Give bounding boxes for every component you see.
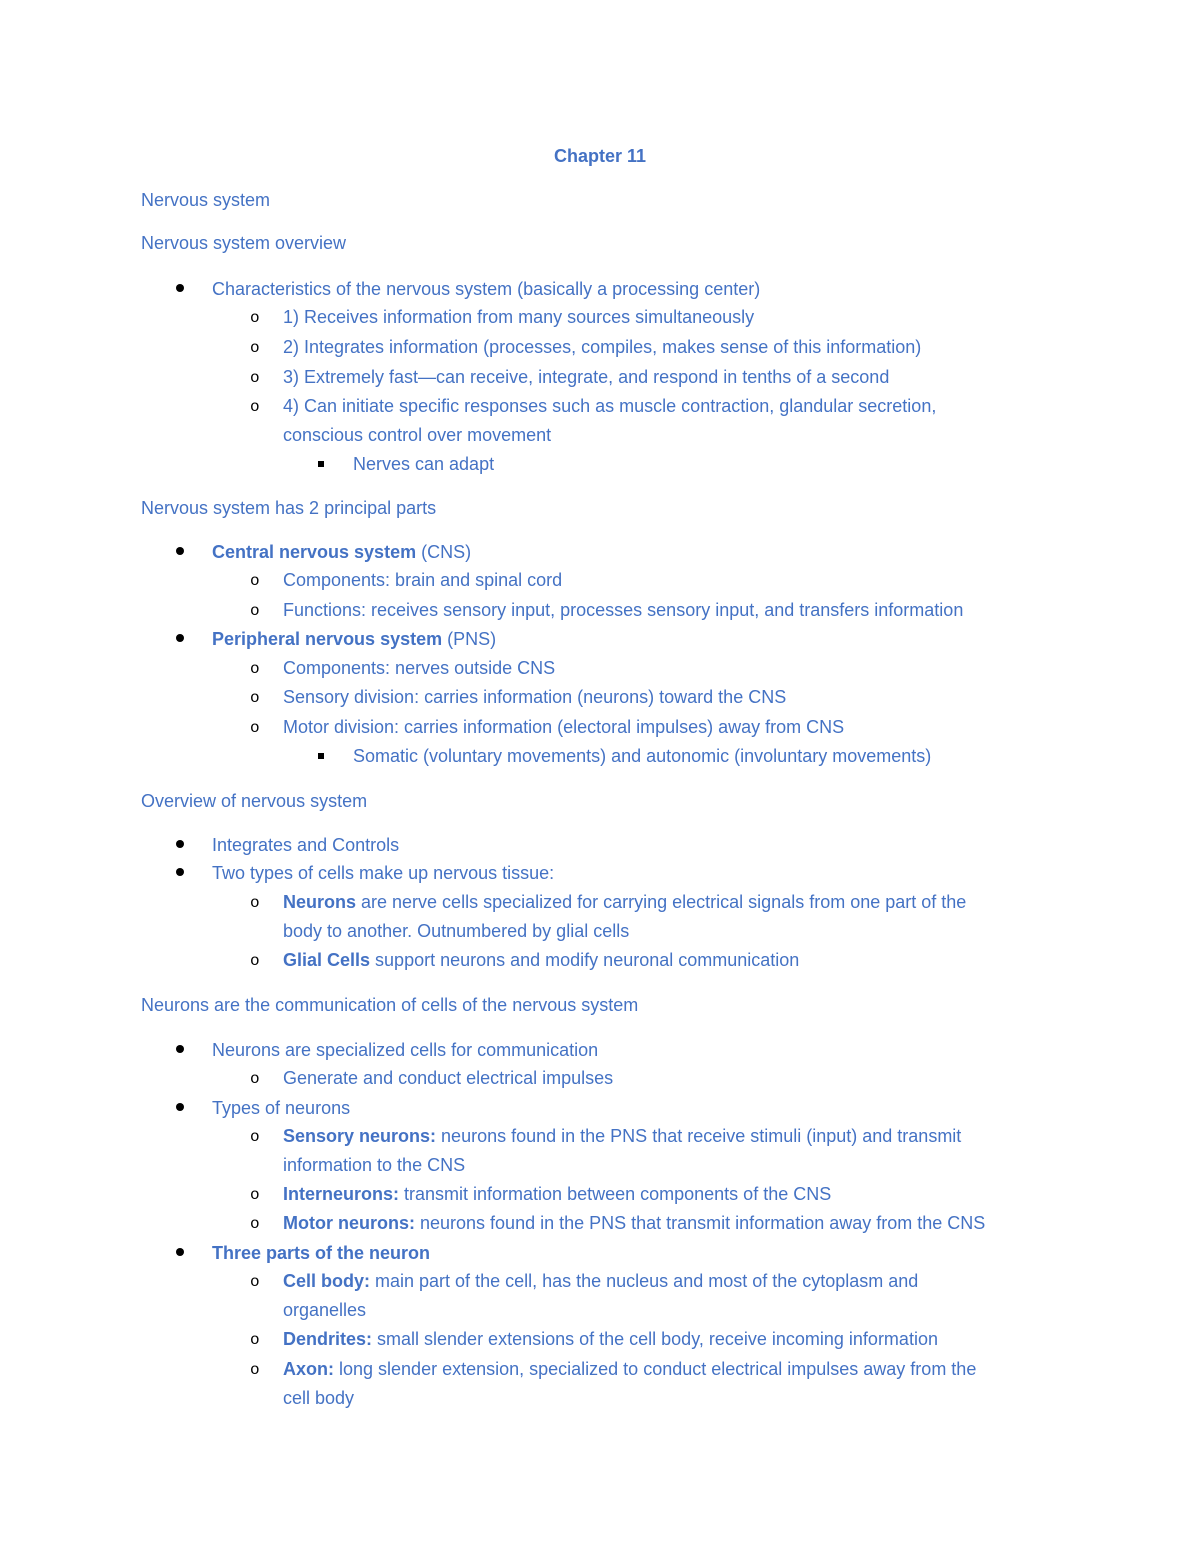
- bullet-circle: o: [250, 339, 260, 357]
- bullet-circle: o: [250, 1273, 260, 1291]
- bullet-circle: o: [250, 1361, 260, 1379]
- list-subitem: Components: brain and spinal cord: [283, 570, 563, 590]
- page-title: Chapter 11: [553, 146, 647, 166]
- list-subitem: Motor division: carries information (electoral impulses) away from CNS: [283, 717, 845, 737]
- section-heading-overview-of-nervous-system: Overview of nervous system: [141, 791, 368, 811]
- term-interneurons-rest: transmit information between components of the CNS: [399, 1184, 832, 1204]
- bullet-square: [318, 461, 324, 467]
- list-subitem: [283, 1328, 938, 1350]
- list-subitem: [283, 1358, 976, 1380]
- list-subitem: [283, 891, 966, 913]
- term-pns: Peripheral nervous system: [212, 629, 443, 649]
- list-subitem: [283, 1183, 831, 1205]
- term-glial-rest: support neurons and modify neuronal communication: [370, 950, 800, 970]
- bullet-disc: [176, 634, 184, 642]
- term-pns-rest: (PNS): [442, 629, 497, 649]
- bullet-circle: o: [250, 1331, 260, 1349]
- term-interneurons: Interneurons:: [283, 1184, 400, 1204]
- bullet-circle: o: [250, 1186, 260, 1204]
- term-axon-rest: long slender extension, specialized to conduct electrical impulses away from the: [334, 1359, 977, 1379]
- bullet-disc: [176, 547, 184, 555]
- section-heading-overview: Nervous system overview: [141, 233, 347, 253]
- bullet-circle: o: [250, 1215, 260, 1233]
- bullet-circle: o: [250, 572, 260, 590]
- list-item: Characteristics of the nervous system (basically a processing center): [212, 279, 761, 299]
- term-cns: Central nervous system: [212, 542, 417, 562]
- list-subitem-continuation: conscious control over movement: [283, 425, 552, 445]
- list-subitem: 1) Receives information from many sources simultaneously: [283, 307, 755, 327]
- list-subitem: Functions: receives sensory input, processes sensory input, and transfers information: [283, 600, 964, 620]
- bullet-circle: o: [250, 398, 260, 416]
- term-motor-neurons: Motor neurons:: [283, 1213, 415, 1233]
- term-axon: Axon:: [283, 1359, 334, 1379]
- list-subitem: Components: nerves outside CNS: [283, 658, 556, 678]
- list-subitem-continuation: organelles: [283, 1300, 367, 1320]
- term-cell-body: Cell body:: [283, 1271, 371, 1291]
- list-subitem: [283, 1125, 961, 1147]
- list-subitem: [283, 1212, 985, 1234]
- term-dendrites: Dendrites:: [283, 1329, 373, 1349]
- term-motor-rest: neurons found in the PNS that transmit information away from the CNS: [415, 1213, 986, 1233]
- bullet-circle: o: [250, 1128, 260, 1146]
- bullet-disc: [176, 1248, 184, 1256]
- list-item: Three parts of the neuron: [212, 1243, 431, 1263]
- list-subitem-continuation: cell body: [283, 1388, 355, 1408]
- list-item: Neurons are specialized cells for communication: [212, 1040, 599, 1060]
- bullet-circle: o: [250, 689, 260, 707]
- bullet-circle: o: [250, 602, 260, 620]
- term-neurons-rest: are nerve cells specialized for carrying electrical signals from one part of the: [356, 892, 967, 912]
- list-item: [212, 628, 496, 650]
- bullet-circle: o: [250, 309, 260, 327]
- term-cell-body-rest: main part of the cell, has the nucleus and most of the cytoplasm and: [370, 1271, 919, 1291]
- list-item: Integrates and Controls: [212, 835, 400, 855]
- list-subitem: 3) Extremely fast—can receive, integrate, and respond in tenths of a second: [283, 367, 890, 387]
- section-heading-neurons-communication: Neurons are the communication of cells of the nervous system: [141, 995, 639, 1015]
- list-subitem: Sensory division: carries information (neurons) toward the CNS: [283, 687, 787, 707]
- bullet-circle: o: [250, 369, 260, 387]
- list-item: Types of neurons: [212, 1098, 351, 1118]
- bullet-circle: o: [250, 894, 260, 912]
- bullet-square: [318, 753, 324, 759]
- bullet-circle: o: [250, 719, 260, 737]
- term-sensory-neurons: Sensory neurons:: [283, 1126, 437, 1146]
- list-subitem-continuation: body to another. Outnumbered by glial cells: [283, 921, 630, 941]
- list-subsubitem: Nerves can adapt: [353, 454, 495, 474]
- list-subitem: 2) Integrates information (processes, compiles, makes sense of this information): [283, 337, 922, 357]
- bullet-disc: [176, 284, 184, 292]
- term-sensory-rest: neurons found in the PNS that receive stimuli (input) and transmit: [436, 1126, 962, 1146]
- term-cns-rest: (CNS): [416, 542, 472, 562]
- bullet-disc: [176, 868, 184, 876]
- list-item: [212, 541, 471, 563]
- bullet-circle: o: [250, 952, 260, 970]
- list-subitem: Generate and conduct electrical impulses: [283, 1068, 614, 1088]
- bullet-circle: o: [250, 660, 260, 678]
- list-item: Two types of cells make up nervous tissue:: [212, 863, 555, 883]
- bullet-disc: [176, 1103, 184, 1111]
- term-neurons: Neurons: [283, 892, 357, 912]
- list-subsubitem: Somatic (voluntary movements) and autonomic (involuntary movements): [353, 746, 932, 766]
- list-subitem-continuation: information to the CNS: [283, 1155, 466, 1175]
- section-heading-principal-parts: Nervous system has 2 principal parts: [141, 498, 437, 518]
- term-glial-cells: Glial Cells: [283, 950, 371, 970]
- list-subitem: 4) Can initiate specific responses such as muscle contraction, glandular secretion,: [283, 396, 937, 416]
- list-subitem: [283, 949, 799, 971]
- bullet-disc: [176, 1045, 184, 1053]
- bullet-disc: [176, 840, 184, 848]
- bullet-circle: o: [250, 1070, 260, 1088]
- term-dendrites-rest: small slender extensions of the cell body, receive incoming information: [372, 1329, 938, 1349]
- list-subitem: [283, 1270, 918, 1292]
- heading-nervous-system: Nervous system: [141, 190, 271, 210]
